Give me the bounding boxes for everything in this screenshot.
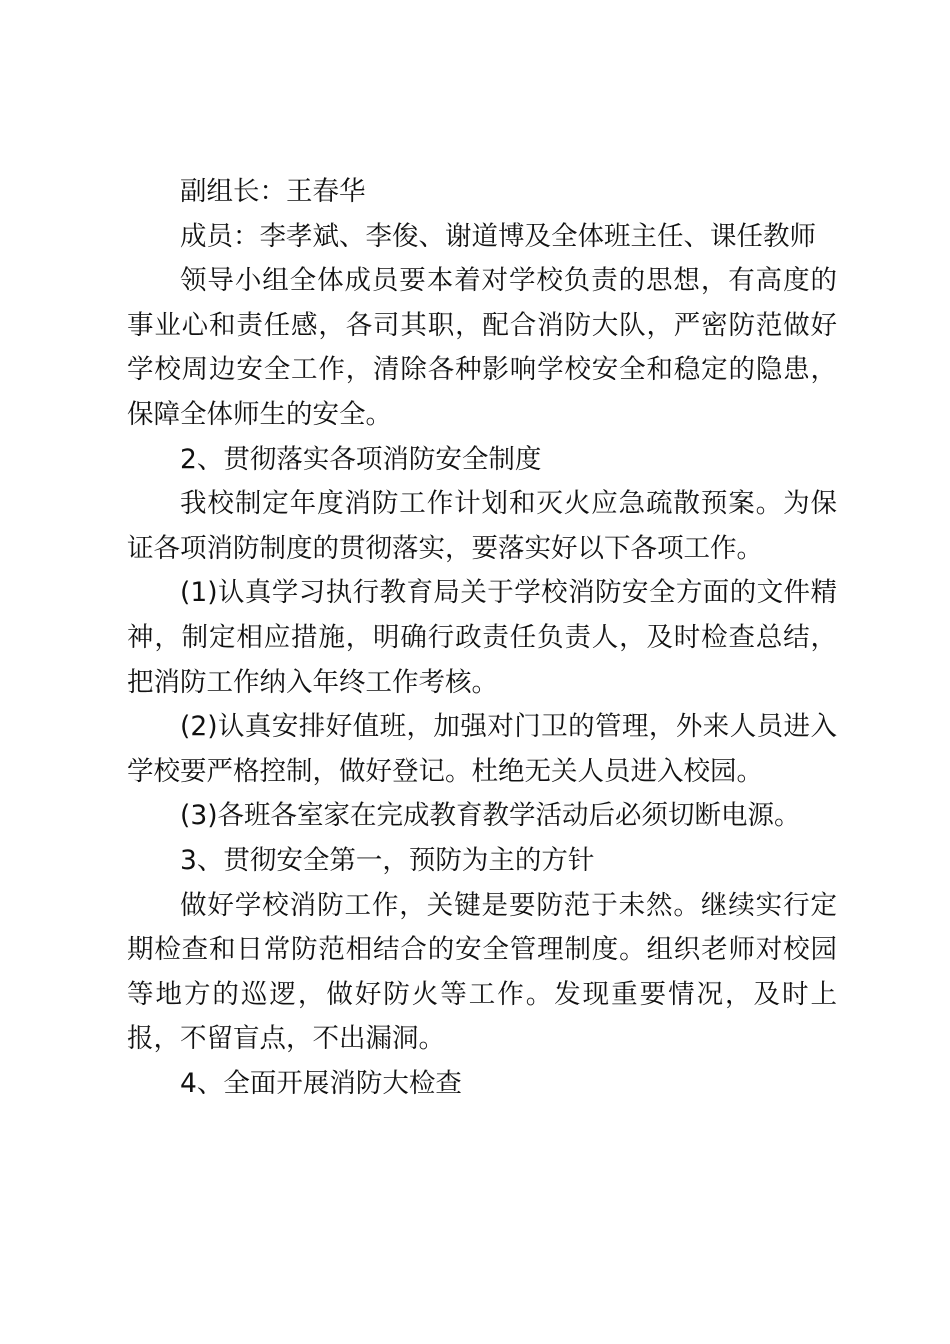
section-heading-2: 2、贯彻落实各项消防安全制度: [180, 443, 542, 475]
members-line: 成员：李孝斌、李俊、谢道博及全体班主任、课任教师: [180, 220, 816, 252]
item-1-paragraph: (1)认真学习执行教育局关于学校消防安全方面的文件精神，制定相应措施，明确行政责任负责人，及时检查总结，把消防工作纳入年终工作考核。: [127, 577, 837, 698]
prevention-paragraph: 做好学校消防工作，关键是要防范于未然。继续实行定期检查和日常防范相结合的安全管理制度。组织老师对校园等地方的巡逻，做好防火等工作。发现重要情况，及时上报，不留盲点，不出漏洞。: [127, 889, 837, 1055]
fire-plan-paragraph: 我校制定年度消防工作计划和灭火应急疏散预案。为保证各项消防制度的贯彻落实，要落实好以下各项工作。: [127, 488, 837, 564]
leadership-duty-paragraph: 领导小组全体成员要本着对学校负责的思想，有高度的事业心和责任感，各司其职，配合消防大队，严密防范做好学校周边安全工作，清除各种影响学校安全和稳定的隐患，保障全体师生的安全。: [127, 265, 837, 430]
item-2-paragraph: (2)认真安排好值班，加强对门卫的管理，外来人员进入学校要严格控制，做好登记。杜绝无关人员进入校园。: [127, 711, 837, 787]
section-heading-3: 3、贯彻安全第一，预防为主的方针: [180, 844, 595, 876]
section-heading-4: 4、全面开展消防大检查: [180, 1067, 462, 1099]
item-3-paragraph: (3)各班各室家在完成教育教学活动后必须切断电源。: [180, 800, 801, 832]
deputy-leader-line: 副组长：王春华: [180, 176, 366, 207]
document-body: [127, 170, 837, 1106]
